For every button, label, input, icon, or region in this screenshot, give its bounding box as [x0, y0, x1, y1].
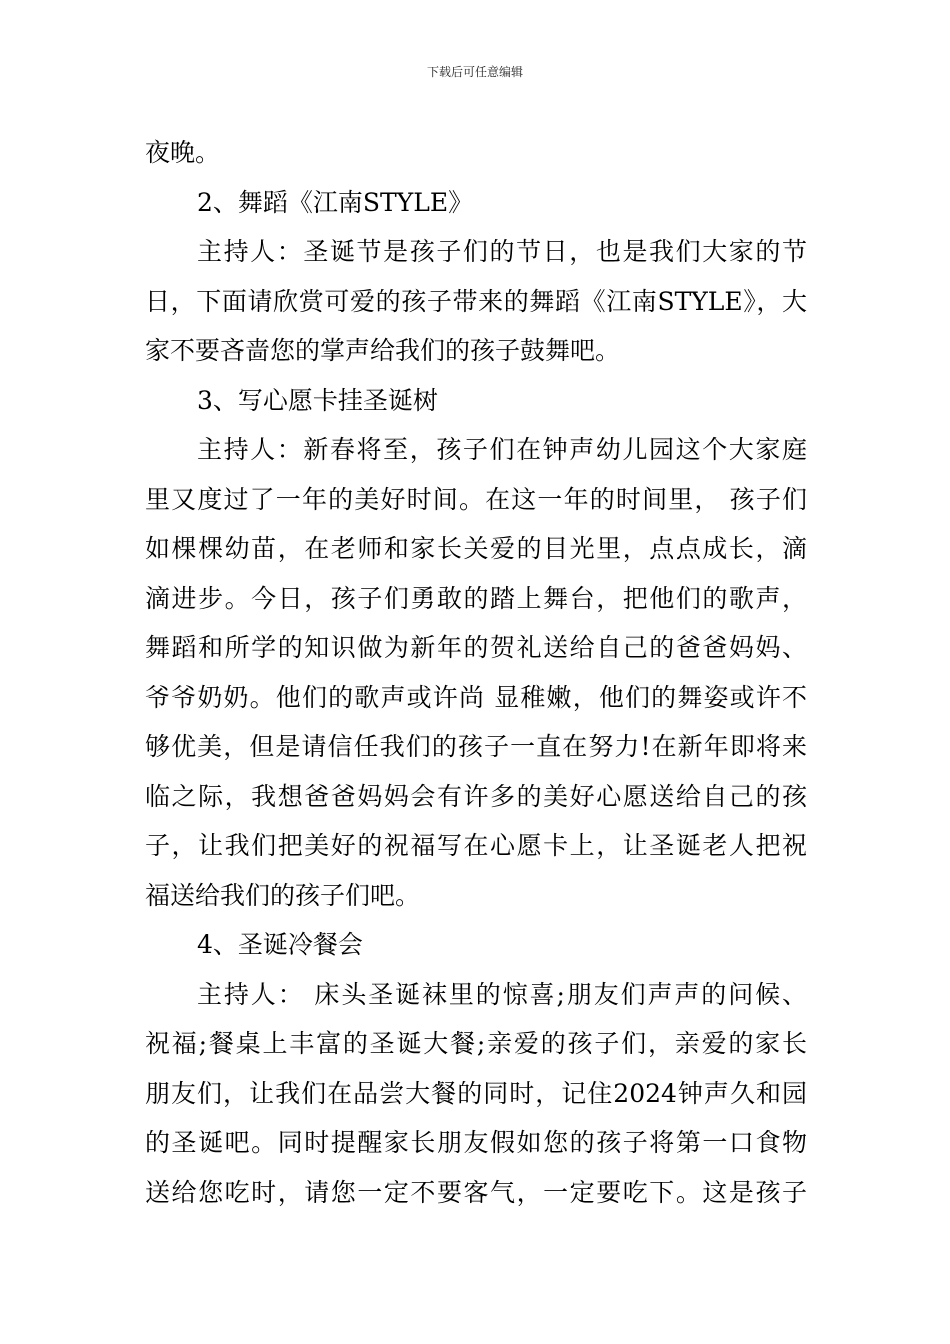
text-line: 家不要吝啬您的掌声给我们的孩子鼓舞吧。 [145, 336, 621, 365]
paragraph-first-line: 2、舞蹈《江南STYLE》 [197, 187, 474, 217]
text-line: 够优美，但是请信任我们的孩子一直在努力!在新年即将来 [145, 732, 807, 761]
text-line: 如棵棵幼苗，在老师和家长关爱的目光里，点点成长，滴 [145, 534, 807, 563]
paragraph-first-line: 主持人： 床头圣诞袜里的惊喜;朋友们声声的问候、 [197, 979, 807, 1009]
paragraph-first-line: 主持人：圣诞节是孩子们的节日，也是我们大家的节 [197, 237, 807, 266]
document-body [145, 128, 807, 1217]
paragraph-first-line: 4、圣诞冷餐会 [197, 930, 363, 959]
paragraph-first-line: 主持人：新春将至，孩子们在钟声幼儿园这个大家庭 [197, 435, 807, 464]
text-line: 祝福;餐桌上丰富的圣诞大餐;亲爱的孩子们，亲爱的家长 [145, 1029, 807, 1058]
text-line: 临之际，我想爸爸妈妈会有许多的美好心愿送给自己的孩 [145, 781, 807, 811]
text-line: 的圣诞吧。同时提醒家长朋友假如您的孩子将第一口食物 [145, 1128, 807, 1157]
text-line: 日，下面请欣赏可爱的孩子带来的舞蹈《江南STYLE》，大 [145, 286, 807, 316]
text-line: 子，让我们把美好的祝福写在心愿卡上，让圣诞老人把祝 [145, 831, 807, 860]
paragraph-first-line: 3、写心愿卡挂圣诞树 [197, 385, 438, 415]
text-line: 爷爷奶奶。他们的歌声或许尚 显稚嫩，他们的舞姿或许不 [145, 682, 807, 712]
text-line: 福送给我们的孩子们吧。 [145, 880, 421, 910]
text-line: 夜晚。 [145, 138, 221, 167]
text-line: 送给您吃时，请您一定不要客气，一定要吃下。这是孩子 [145, 1177, 807, 1207]
text-line: 朋友们，让我们在品尝大餐的同时，记住2024钟声久和园 [145, 1078, 807, 1108]
text-line: 滴进步。今日，孩子们勇敢的踏上舞台，把他们的歌声， [145, 583, 807, 613]
text-line: 舞蹈和所学的知识做为新年的贺礼送给自己的爸爸妈妈、 [145, 633, 807, 662]
page-header: 下载后可任意编辑 [426, 65, 523, 79]
text-line: 里又度过了一年的美好时间。在这一年的时间里， 孩子们 [145, 484, 807, 514]
